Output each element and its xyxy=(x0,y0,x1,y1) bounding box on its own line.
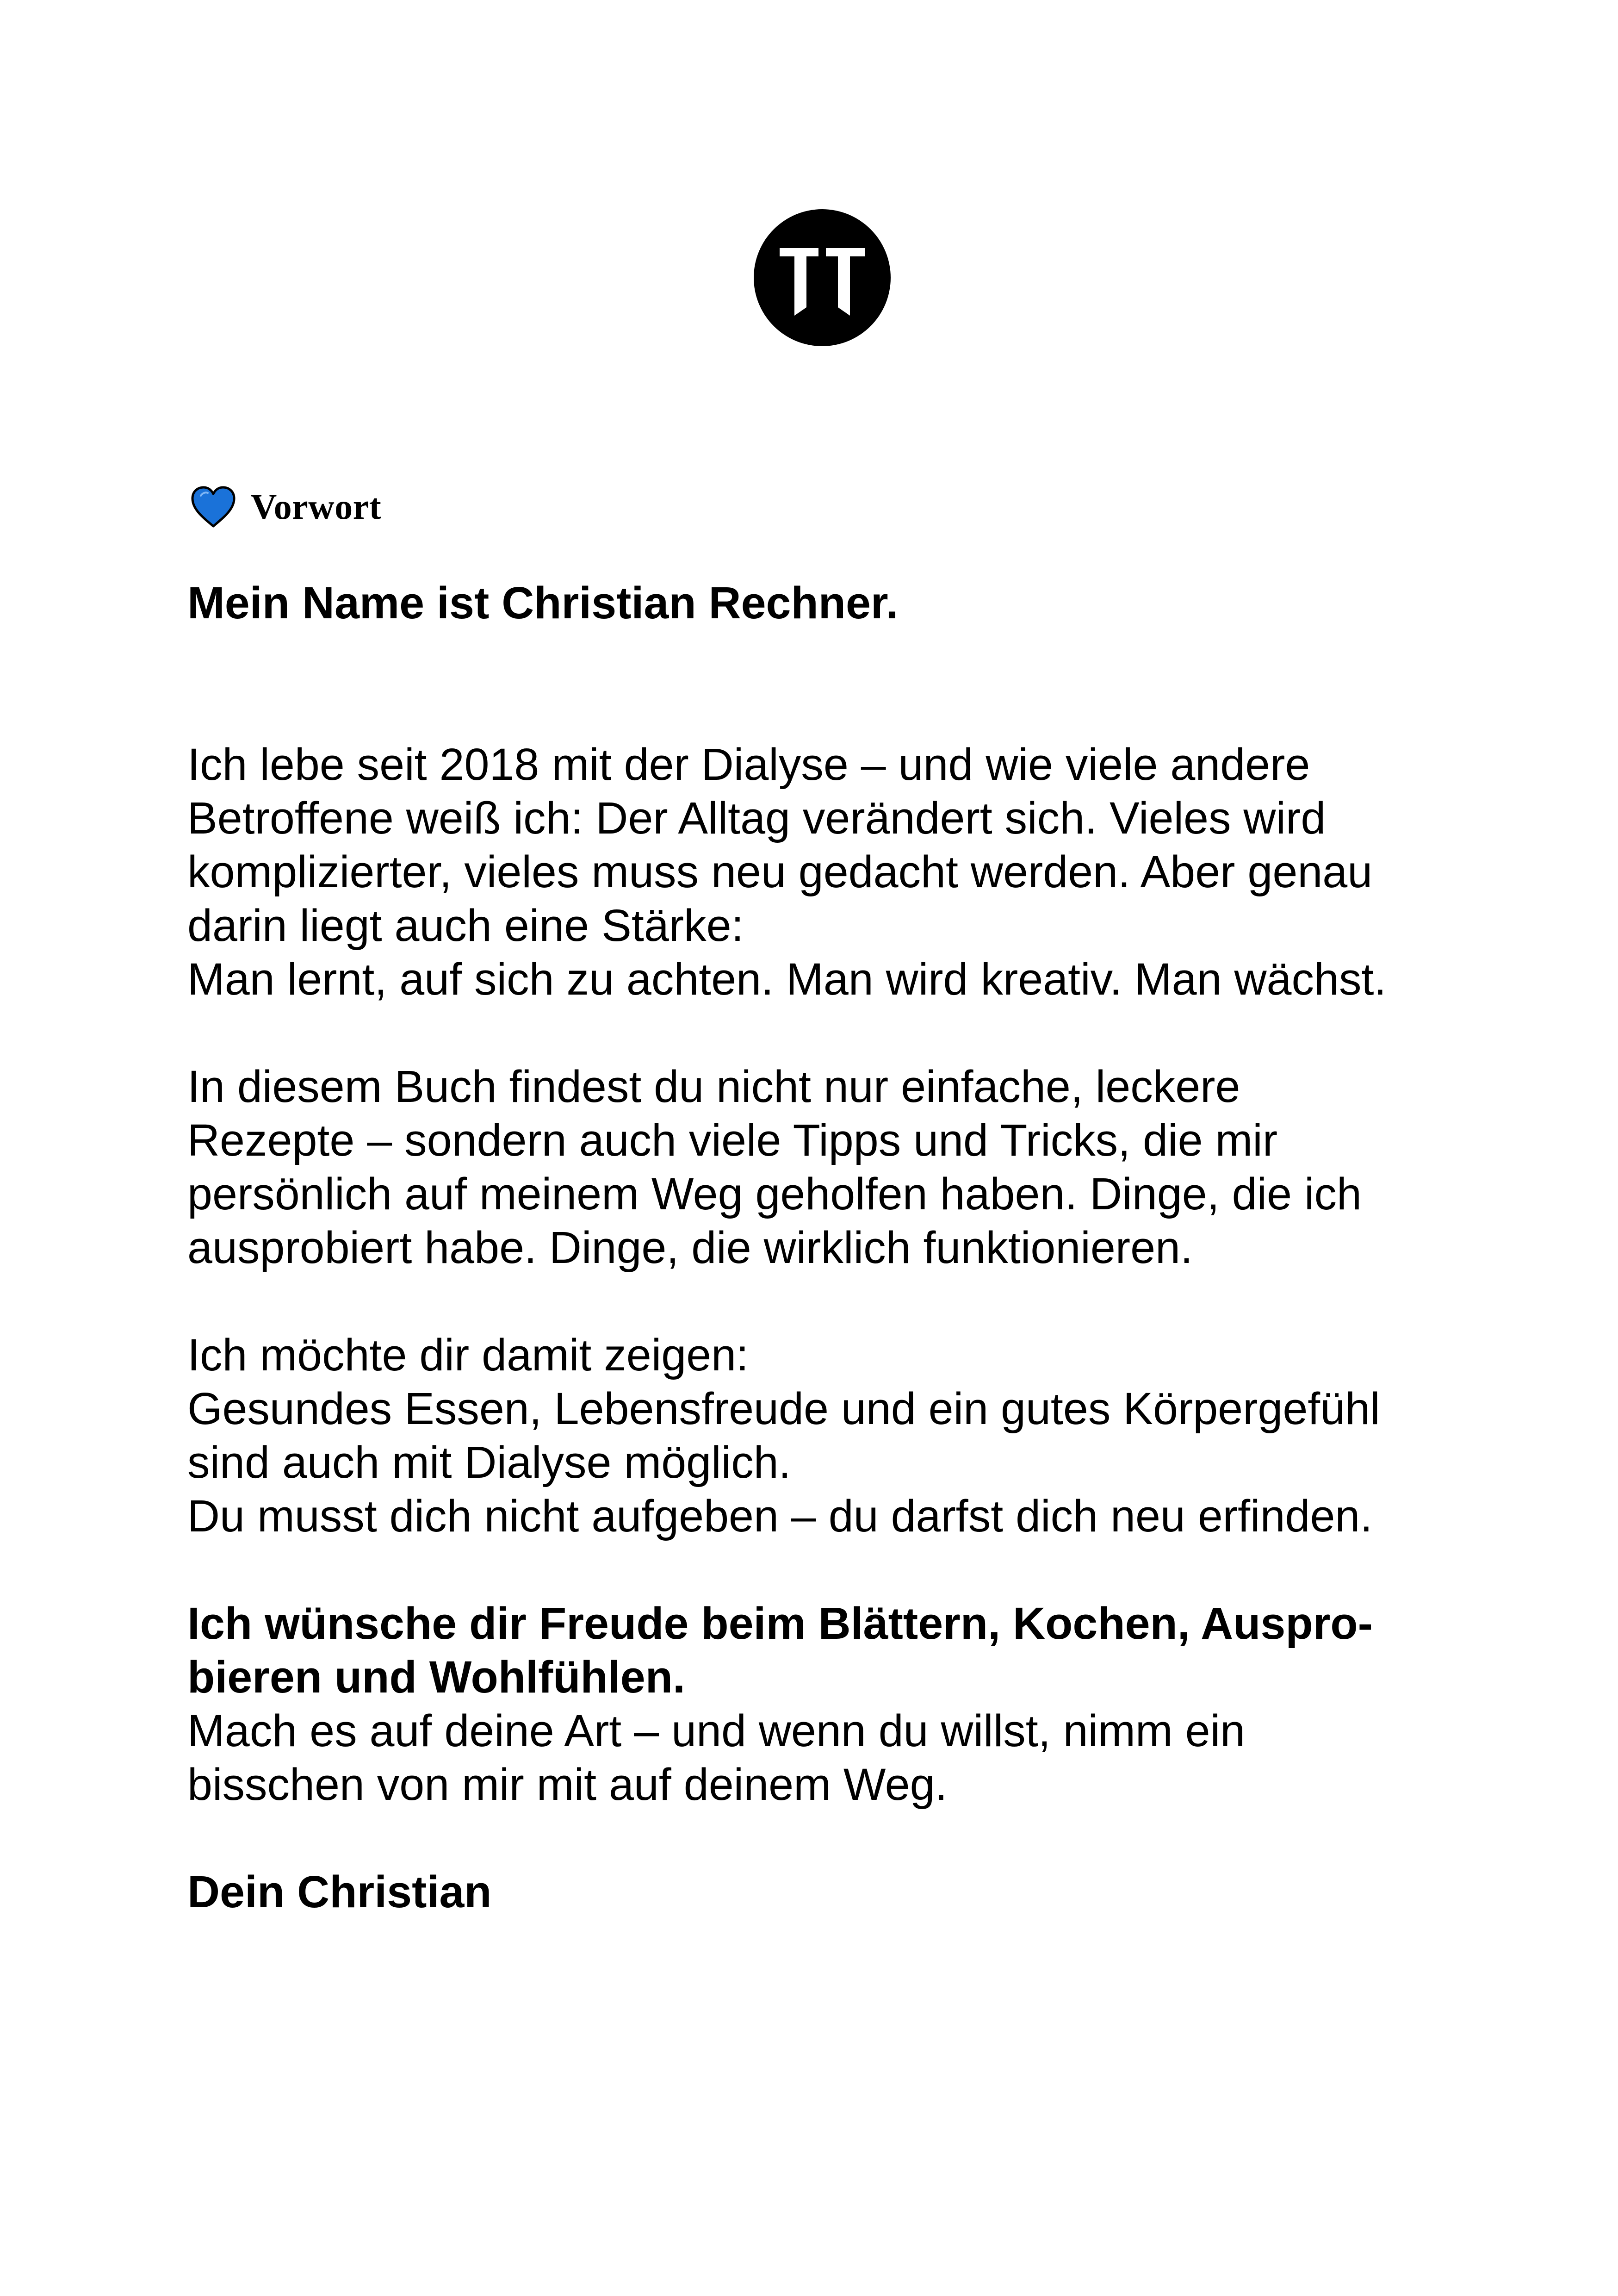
tt-logo-icon xyxy=(753,208,892,347)
closing-bold-line: Ich wünsche dir Freude beim Blättern, Kochen, Auspro- xyxy=(187,1598,1373,1649)
main-heading: Mein Name ist Christian Rechner. xyxy=(187,578,899,628)
text-line: Man lernt, auf sich zu achten. Man wird kreativ. Man wächst. xyxy=(187,954,1387,1004)
foreword-body xyxy=(187,576,1437,1919)
text-line: ausprobiert habe. Dinge, die wirklich funktionieren. xyxy=(187,1222,1193,1273)
signature: Dein Christian xyxy=(187,1867,492,1917)
text-line: bisschen von mir mit auf deinem Weg. xyxy=(187,1759,948,1810)
blue-heart-icon xyxy=(190,485,237,528)
text-line: Betroffene weiß ich: Der Alltag verändert sich. Vieles wird xyxy=(187,793,1326,843)
paragraph-dialysis xyxy=(187,738,1437,1006)
text-line: Mach es auf deine Art – und wenn du willst, nimm ein xyxy=(187,1705,1246,1756)
text-line: Du musst dich nicht aufgeben – du darfst dich neu erfinden. xyxy=(187,1491,1373,1541)
text-line: Rezepte – sondern auch viele Tipps und Tricks, die mir xyxy=(187,1115,1278,1165)
text-line: Gesundes Essen, Lebensfreude und ein gutes Körpergefühl xyxy=(187,1383,1380,1434)
text-line: sind auch mit Dialyse möglich. xyxy=(187,1437,791,1487)
text-line: Ich lebe seit 2018 mit der Dialyse – und wie viele andere xyxy=(187,739,1310,790)
text-line: Ich möchte dir damit zeigen: xyxy=(187,1330,749,1380)
closing-bold-line: bieren und Wohlfühlen. xyxy=(187,1652,685,1702)
text-line: komplizierter, vieles muss neu gedacht werden. Aber genau xyxy=(187,846,1373,897)
text-line: darin liegt auch eine Stärke: xyxy=(187,900,744,951)
text-line: In diesem Buch findest du nicht nur einfache, leckere xyxy=(187,1061,1240,1112)
text-line: persönlich auf meinem Weg geholfen haben. Dinge, die ich xyxy=(187,1169,1362,1219)
section-title: Vorwort xyxy=(251,486,382,527)
section-heading xyxy=(190,481,381,532)
paragraph-book xyxy=(187,1060,1437,1275)
paragraph-message xyxy=(187,1328,1437,1543)
paragraph-closing xyxy=(187,1597,1437,1811)
